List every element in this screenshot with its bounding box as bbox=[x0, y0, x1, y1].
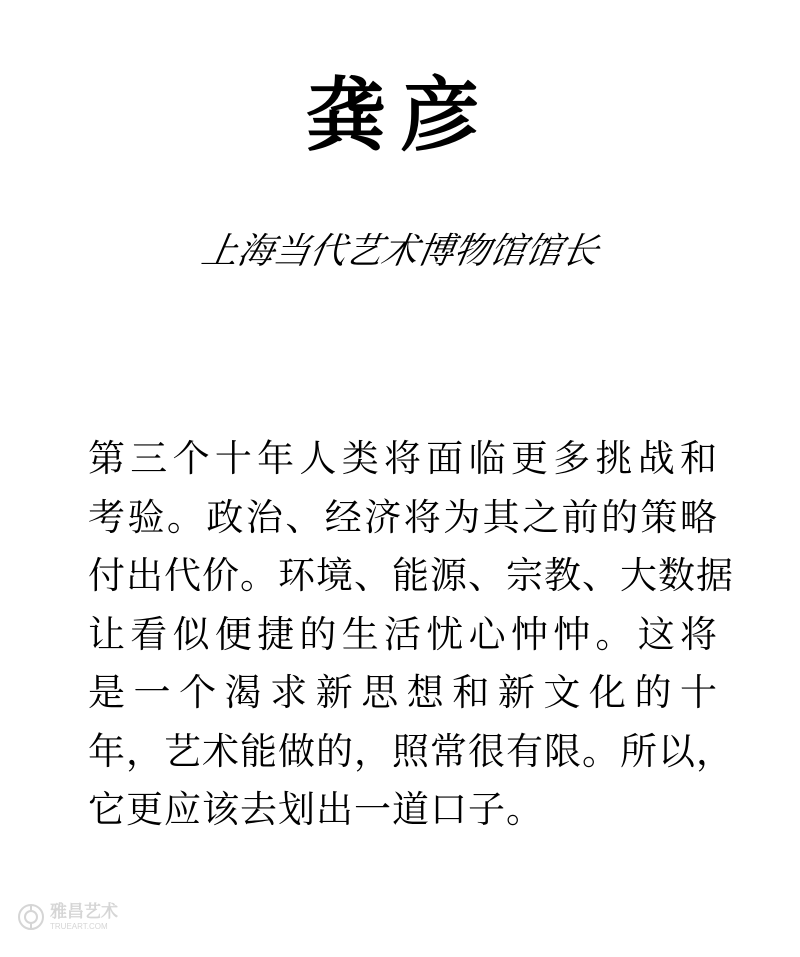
quote-line: 是一个渴求新思想和新文化的十 bbox=[88, 671, 718, 714]
watermark bbox=[16, 902, 118, 932]
quote-line: 付出代价。环境、能源、宗教、大数据 bbox=[88, 554, 734, 597]
quote-line: 第三个十年人类将面临更多挑战和 bbox=[88, 437, 718, 480]
quote-block bbox=[88, 430, 734, 840]
person-title: 上海当代艺术博物馆馆长 bbox=[198, 231, 602, 272]
quote-line: 它更应该去划出一道口子。 bbox=[88, 788, 544, 831]
artron-logo-icon bbox=[16, 902, 46, 932]
quote-line: 年，艺术能做的，照常很有限。所以， bbox=[88, 729, 734, 773]
quote-line: 考验。政治、经济将为其之前的策略 bbox=[88, 495, 718, 539]
quote-line: 让看似便捷的生活忧心忡忡。这将 bbox=[88, 612, 718, 656]
watermark-text-cn: 雅昌艺术 bbox=[50, 901, 118, 922]
person-name: 龚彦 bbox=[306, 69, 494, 162]
watermark-text-en: TRUEART.COM bbox=[50, 921, 108, 931]
